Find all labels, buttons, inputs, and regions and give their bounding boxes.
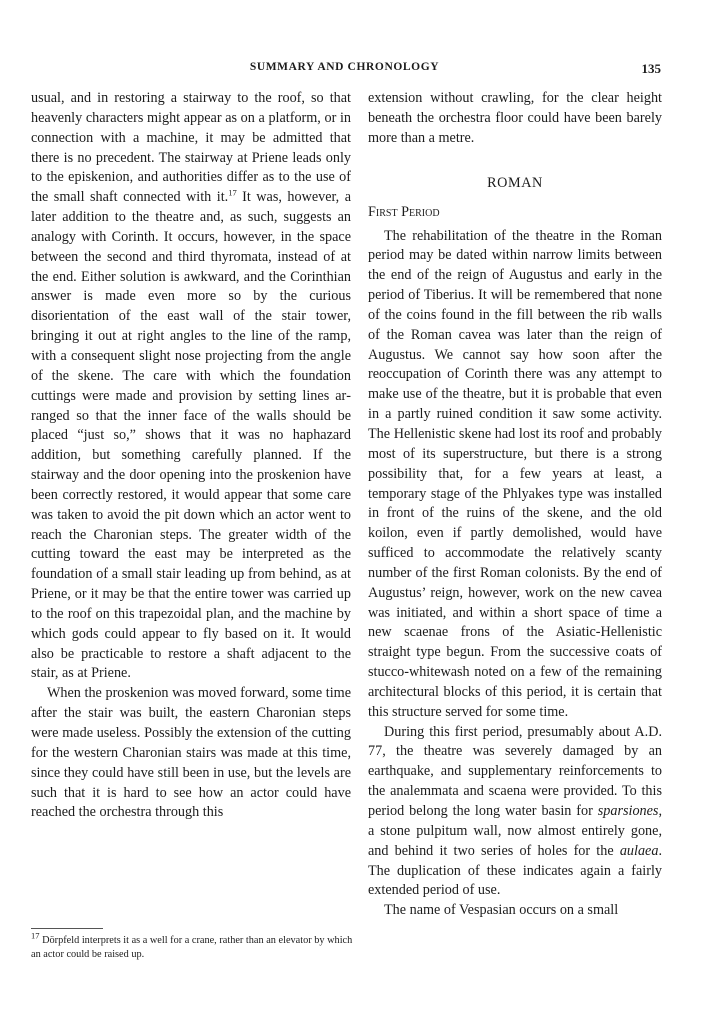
running-title: SUMMARY AND CHRONOLOGY: [249, 61, 440, 73]
right-paragraph-4: The name of Vespasian occurs on a small: [384, 902, 619, 919]
right-paragraph-3: [368, 723, 662, 902]
italic-term-sparsiones: sparsiones: [597, 803, 659, 819]
running-head: [28, 61, 661, 79]
right-paragraph-1: extension without crawling, for the clear height beneath the orchestra floor could have been barely more than a metre.: [368, 90, 662, 146]
right-column: [368, 89, 662, 921]
left-paragraph-1: [31, 89, 351, 684]
footnote-number: 17: [31, 930, 40, 941]
right-paragraph-3-text-c: . The duplication of these indicates again a fairly extended period of use.: [368, 842, 662, 899]
left-column: [31, 89, 351, 823]
footnote: [31, 930, 353, 961]
section-heading: ROMAN: [487, 174, 543, 191]
footnote-text: Dörpfeld interprets it as a well for a crane, rather than an elevator by which an actor could be raised up.: [31, 935, 353, 960]
right-paragraph-2: The rehabilitation of the theatre in the Roman period may be dated within narrow limits between the end of the reign of Augustus and early in the period of Tiberius. It will be remembered that none of the coins found in the fill between the rib walls of the Roman cavea was later than the reign of Augustus. We cannot say how soon after the reoccupation of Corinth there was any attempt to make use of the theatre, but it is probable that even in a partly ruined condition it saw some activity. The Hellenistic skene had lost its roof and probably most of its superstructure, but there is a strong possibility that, for a few years at least, a temporary stage of the Phlyakes type was installed in front of the ruins of the skene, and the old koilon, even if partly demolished, would have sufficed to accommodate the relatively scanty number of the first Roman colonists. By the end of Augustus’ reign, however, work on the new cavea was initiated, and within a short space of time a new scaenae frons of the Asiatic-Hellenistic straight type begun. From the successive coats of stucco-whitewash noted on a few of the remaining architectural blocks of this period, it is certain that this structure served for some time.: [368, 227, 662, 720]
footnote-reference: 17: [228, 187, 237, 198]
left-paragraph-1-text-b: It was, however, a later addition to the theatre and, as such, suggests an analogy with Corinth. It occurs, however, in the space between the second and third thyromata, instead of at the end. Either solution is awkward, and the Corinthian answer is made even more so by the curious disorientation of the east wall of the stair tower, bringing it out at right angles to the line of the ramp, with a consequent slight nose projecting from the angle of the skene. The care with which the foundation cuttings were made and provision by setting lines arranged so that the inner face of the walls should be placed “just so,” shows that it was no haphazard addition, but something carefully planned. If the stairway and the door opening into the proskenion have been correctly restored, it would appear that some care was taken to avoid the pit down which an actor went to reach the Charonian steps. The greater width of the cutting toward the east may be interpreted as the foundation of a small stair leading up from behind, as at Priene, or it may be that the entire tower was carried up to the roof on this trapezoidal plan, and the machine by which gods could appear to fly based on it. It would also be practicable to restore a shaft adjacent to the stair, as at Priene.: [31, 189, 351, 682]
left-paragraph-1-text-a: usual, and in restoring a stairway to the roof, so that heavenly characters might appear as on a platform, or in connection with a machine, it may be admitted that there is no precedent. The stairway at Priene leads only to the episkenion, and authorities differ as to the use of the small shaft connected with it.: [31, 90, 351, 206]
italic-term-aulaea: aulaea: [619, 842, 659, 859]
left-paragraph-2: When the proskenion was moved forward, some time after the stair was built, the eastern Charonian steps were made useless. Possibly the extension of the cutting for the western Charonian stairs was made at this time, since they could have still been in use, but the levels are such that it is hard to see how an actor could have reached the orchestra through this: [31, 685, 351, 821]
right-paragraph-3-text-a: During this first period, presumably about A.D. 77, the theatre was severely damaged by an earthquake, and supplementary reinforcements to the analemmata and scaena were provided. To this period belong the long water basin for: [368, 723, 662, 819]
page-number: 135: [641, 61, 661, 76]
right-paragraph-3-text-b: , a stone pulpitum wall, now almost entirely gone, and behind it two series of holes for the: [368, 803, 662, 859]
subsection-heading: First Period: [368, 203, 440, 220]
footnote-rule: [31, 928, 103, 929]
